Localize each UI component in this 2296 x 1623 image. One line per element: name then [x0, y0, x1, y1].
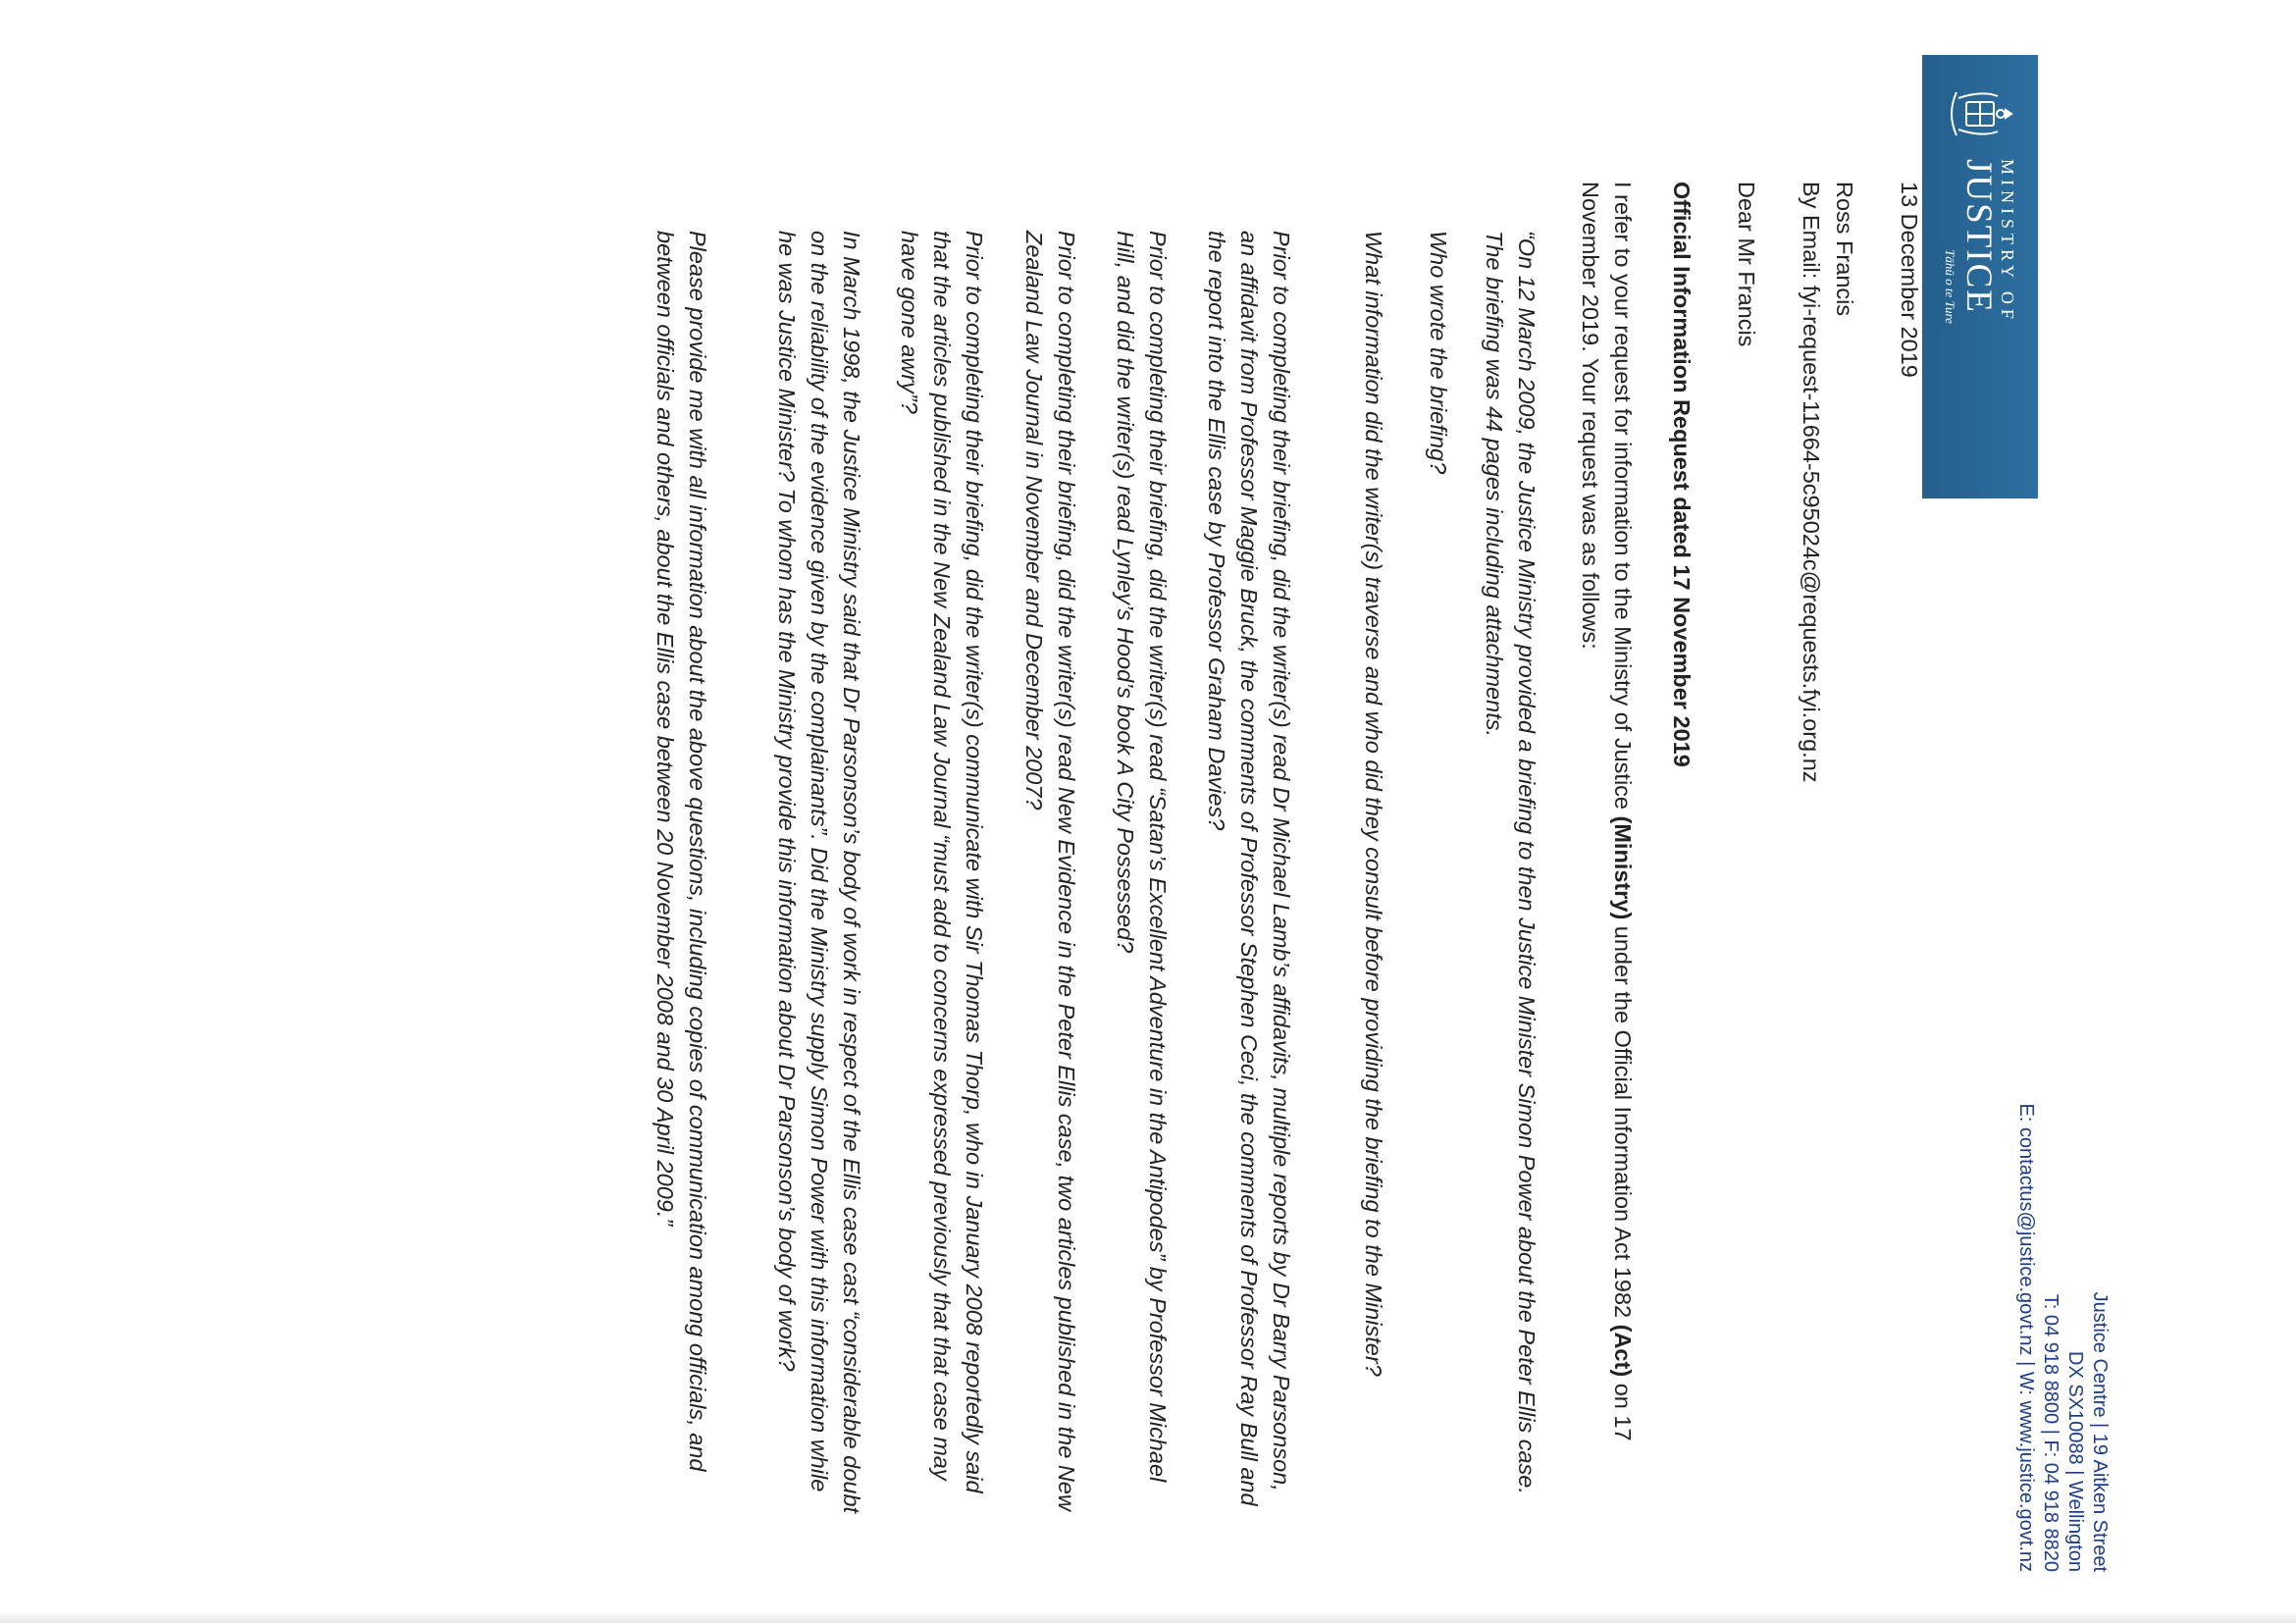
quote-paragraph-2: Who wrote the briefing?	[1426, 231, 1451, 475]
quote-paragraph-9: Please provide me with all information about the above questions, including copies of communication among officials, and between officials and others, about the Ellis case between 20 November 2008 and 30 April 2009.”	[652, 231, 710, 1472]
recipient-name: Ross Francis	[1832, 182, 1857, 317]
quote-paragraph-7: Prior to completing their briefing, did the writer(s) communicate with Sir Thomas Thorp, who in January 2008 reportedly said that the articles published in the New Zealand Law Journal “must add to concerns expressed previously that that case may have gone awry”?	[897, 231, 987, 1493]
contact-email-web: E: contactus@justice.govt.nz | W: www.justice.govt.nz	[2015, 1103, 2037, 1572]
ministry-logo	[1922, 55, 2038, 498]
quote-paragraph-6: Prior to completing their briefing, did the writer(s) read New Evidence in the Peter Ellis case, two articles published in the New Zealand Law Journal in November and December 2007?	[1021, 231, 1079, 1511]
quote-paragraph-5: Prior to completing their briefing, did the writer(s) read “Satan’s Excellent Adventure in the Antipodes” by Professor Michael Hill, and did the writer(s) read Lynley’s Hood’s book A City Possessed?	[1113, 231, 1171, 1483]
logo-wordmark	[1944, 159, 2016, 324]
logo-line-justice: JUSTICE	[1958, 159, 1999, 314]
intro-paragraph	[1574, 182, 1639, 1516]
quote-paragraph-8: In March 1998, the Justice Ministry said that Dr Parsonson’s body of work in respect of the Ellis case cast “considerable doubt on the reliability of the evidence given by the complainants”. Did the Ministry supply Simon Power with this information while he was Justice Minister? To whom has the Ministry provide this information about Dr Parsonson’s body of work?	[774, 231, 864, 1514]
contact-phone: T: 04 918 8800 | F: 04 918 8820	[2040, 1293, 2061, 1572]
intro-text-2: under the Official Information Act 1982	[1610, 919, 1636, 1325]
quote-paragraph-1: “On 12 March 2009, the Justice Ministry provided a briefing to then Justice Minister Simon Power about the Peter Ellis case. The briefing was 44 pages including attachments.	[1482, 231, 1539, 1494]
coat-of-arms-icon	[1945, 82, 2015, 145]
contact-dx: DX SX10088 | Wellington	[2064, 1351, 2086, 1572]
quote-paragraph-3: What information did the writer(s) traverse and who did they consult before providing the briefing to the Minister?	[1361, 231, 1386, 1377]
logo-line-maori: Tāhū o te Ture	[1943, 249, 1957, 324]
contact-block	[2013, 1060, 2112, 1572]
letter-date: 13 December 2019	[1897, 182, 1922, 378]
subject-line: Official Information Request dated 17 November 2019	[1669, 182, 1695, 767]
intro-text-3: on 17 November 2019. Your request was as follows:	[1578, 182, 1636, 1441]
contact-address: Justice Centre | 19 Aitken Street	[2089, 1291, 2111, 1572]
intro-text-1: I refer to your request for information to the Ministry of Justice	[1610, 182, 1636, 816]
salutation: Dear Mr Francis	[1734, 182, 1759, 347]
recipient-email: By Email: fyi-request-11664-5c95024c@requests.fyi.org.nz	[1799, 182, 1824, 783]
quote-paragraph-4: Prior to completing their briefing, did the writer(s) read Dr Michael Lamb’s affidavits, multiple reports by Dr Barry Parsonson, an affidavit from Professor Maggie Bruck, the comments of Professor Stephen Ceci, the comments of Professor Ray Bull and the report into the Ellis case by Professor Graham Davies?	[1204, 231, 1294, 1506]
intro-ministry: (Ministry)	[1610, 815, 1636, 920]
logo-line-ministry: MINISTRY OF	[1998, 159, 2017, 324]
intro-act: (Act)	[1610, 1324, 1636, 1378]
